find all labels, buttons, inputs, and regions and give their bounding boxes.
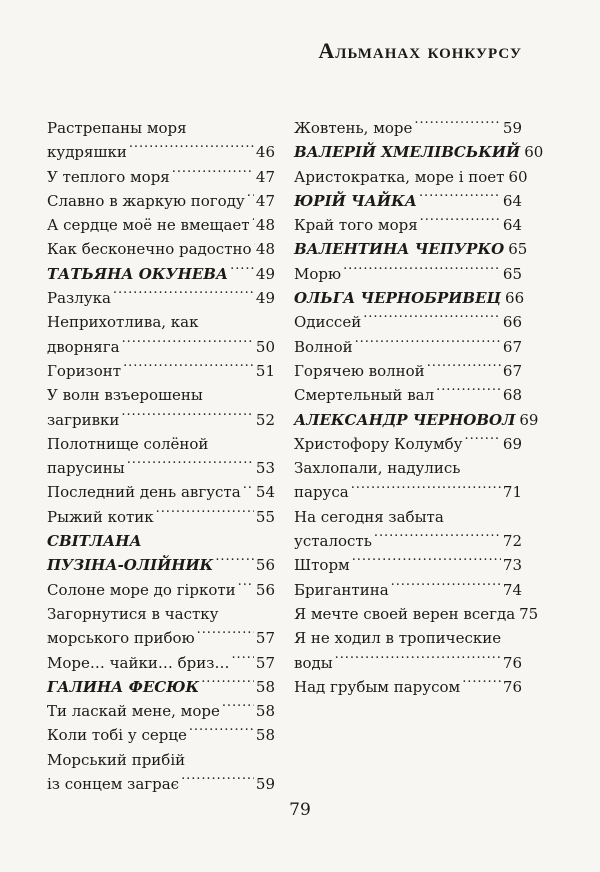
toc-entry-title: парусины (47, 459, 125, 478)
toc-entry (294, 213, 522, 237)
toc-page-number: 73 (502, 556, 522, 575)
toc-entry-title: Морський прибій (47, 750, 186, 769)
toc-entry-title: Над грубым парусом (294, 677, 461, 696)
toc-entry (294, 602, 539, 626)
toc-entry-line (47, 237, 275, 261)
toc-author-entry (47, 262, 275, 286)
toc-entry-title: Горизонт (47, 361, 122, 380)
toc-entry-line (47, 529, 275, 553)
toc-entry (294, 626, 522, 675)
toc-entry-title: Растрепаны моря (47, 119, 187, 137)
dot-leader (197, 628, 254, 643)
toc-page-number: 59 (502, 119, 522, 137)
toc-entry-line (47, 772, 275, 796)
toc-entry-title: Последний день августа (47, 483, 241, 502)
toc-entry (294, 432, 522, 456)
toc-entry-line (47, 408, 275, 432)
toc-page-number: 49 (255, 289, 275, 308)
toc-entry (47, 723, 275, 747)
dot-leader (419, 191, 501, 206)
toc-entry-line (47, 748, 275, 772)
toc-entry-line (294, 189, 522, 213)
toc-entry-title: Одиссей (294, 313, 362, 332)
toc-author-entry (294, 408, 539, 432)
toc-entry (294, 116, 522, 140)
toc-author-name: ПУЗІНА-ОЛІЙНИК (47, 556, 214, 575)
toc-entry (294, 262, 522, 286)
toc-entry-line (47, 335, 275, 359)
toc-entry-title: Морю (294, 264, 342, 283)
toc-page-number: 67 (502, 337, 522, 356)
toc-page-number: 47 (255, 191, 275, 210)
toc-entry (294, 165, 528, 189)
dot-leader (427, 361, 501, 376)
dot-leader (243, 482, 254, 497)
toc-page-number: 72 (502, 532, 522, 551)
toc-page-number: 64 (502, 191, 522, 210)
toc-entry-line (294, 602, 539, 626)
toc-entry-line (47, 553, 275, 577)
dot-leader (391, 580, 501, 595)
toc-page-number: 53 (255, 459, 275, 478)
toc-entry-title: Неприхотлива, как (47, 313, 199, 332)
toc-entry-title: воды (294, 653, 333, 672)
dot-leader (156, 507, 254, 522)
toc-entry (294, 505, 522, 554)
dot-leader (215, 555, 254, 570)
toc-entry-title: Загорнутися в частку (47, 604, 219, 623)
toc-entry-line (294, 578, 522, 602)
dot-leader (230, 264, 254, 279)
toc-entry (47, 165, 275, 189)
toc-page-number: 50 (255, 337, 275, 356)
toc-author-entry (294, 237, 528, 261)
toc-entry-line (294, 480, 522, 504)
toc-entry (294, 359, 522, 383)
toc-entry-line (294, 505, 522, 529)
dot-leader (122, 337, 254, 352)
toc-entry-title: Смертельный вал (294, 386, 435, 405)
toc-entry-line (47, 723, 275, 747)
toc-page-number: 69 (502, 434, 522, 453)
toc-column-left (47, 116, 275, 796)
dot-leader (352, 555, 501, 570)
toc-entry-title: дворняга (47, 337, 120, 356)
dot-leader (189, 725, 254, 740)
toc-author-name: СВІТЛАНА (47, 532, 142, 551)
toc-page-number: 59 (255, 775, 275, 794)
toc-page-number: 51 (255, 361, 275, 380)
toc-page-number: 55 (255, 507, 275, 526)
toc-page-number: 69 (519, 410, 539, 429)
toc-entry-line (47, 480, 275, 504)
toc-page-number: 76 (502, 677, 522, 696)
toc-author-entry (294, 286, 525, 310)
toc-page-number: 56 (255, 580, 275, 599)
toc-entry (47, 383, 275, 432)
toc-entry-line (294, 383, 522, 407)
toc-entry-line (47, 626, 275, 650)
toc-page-number: 60 (524, 143, 544, 162)
toc-entry-line (47, 456, 275, 480)
toc-entry-title: Край того моря (294, 216, 418, 235)
toc-entry-line (47, 140, 275, 164)
toc-entry (47, 116, 275, 165)
toc-page-number: 76 (502, 653, 522, 672)
toc-entry-title: Ти ласкай мене, море (47, 702, 220, 721)
toc-entry-title: Христофору Колумбу (294, 434, 463, 453)
toc-entry-line (47, 165, 275, 189)
toc-entry-line (294, 408, 539, 432)
toc-entry (47, 432, 275, 481)
toc-entry (47, 505, 275, 529)
toc-page-number: 74 (502, 580, 522, 599)
toc-entry (47, 213, 275, 237)
toc-entry (47, 602, 275, 651)
toc-entry-line (294, 286, 525, 310)
toc-entry-line (294, 529, 522, 553)
toc-entry (47, 480, 275, 504)
toc-entry (294, 578, 522, 602)
toc-page-number: 75 (519, 604, 539, 623)
toc-entry (47, 189, 275, 213)
toc-entry (294, 383, 522, 407)
toc-entry-line (294, 213, 522, 237)
toc-entry-title: Я не ходил в тропические (294, 629, 502, 648)
toc-entry-line (294, 140, 544, 164)
toc-entry-title: Шторм (294, 556, 350, 575)
toc-author-name: ЮРІЙ ЧАЙКА (294, 191, 417, 210)
toc-entry-title: А сердце моё не вмещает (47, 216, 250, 235)
dot-leader (129, 142, 254, 157)
toc-entry (294, 310, 522, 334)
toc-entry (294, 456, 522, 505)
toc-author-name: АЛЕКСАНДР ЧЕРНОВОЛ (294, 410, 516, 429)
toc-page-number: 58 (255, 726, 275, 745)
toc-author-name: ТАТЬЯНА ОКУНЕВА (47, 264, 229, 283)
dot-leader (414, 118, 501, 133)
toc-page-number: 66 (502, 313, 522, 332)
toc-entry-title: паруса (294, 483, 349, 502)
toc-entry-title: Бригантина (294, 580, 389, 599)
toc-entry-title: Волной (294, 337, 353, 356)
toc-entry (294, 335, 522, 359)
toc-entry-title: Разлука (47, 289, 111, 308)
toc-entry-line (294, 310, 522, 334)
toc-entry (47, 748, 275, 797)
dot-leader (252, 215, 254, 230)
toc-entry-line (294, 359, 522, 383)
dot-leader (343, 264, 501, 279)
toc-entry-title: із сонцем заграє (47, 775, 180, 794)
dot-leader (181, 774, 254, 789)
toc-entry-line (294, 626, 522, 650)
toc-page-number: 67 (502, 361, 522, 380)
toc-entry (294, 553, 522, 577)
toc-page-number: 48 (255, 240, 275, 259)
toc-entry-line (294, 335, 522, 359)
toc-entry-title: Аристократка, море і поет (294, 167, 505, 186)
dot-leader (374, 531, 501, 546)
toc-entry (294, 675, 522, 699)
toc-page-number: 64 (502, 216, 522, 235)
toc-author-name: ВАЛЕНТИНА ЧЕПУРКО (294, 240, 505, 259)
toc-entry-title: Полотнище солёной (47, 434, 209, 453)
toc-page-number: 60 (508, 167, 528, 186)
toc-entry-line (47, 578, 275, 602)
toc-page-number: 65 (508, 240, 528, 259)
toc-entry-line (47, 602, 275, 626)
toc-author-name: ГАЛИНА ФЕСЮК (47, 677, 200, 696)
toc-entry-title: загривки (47, 410, 120, 429)
toc-entry-title: Горячею волной (294, 361, 425, 380)
toc-entry-title: усталость (294, 532, 372, 551)
toc-column-right (294, 116, 544, 699)
toc-author-entry (294, 189, 522, 213)
toc-entry-line (47, 213, 275, 237)
dot-leader (436, 385, 501, 400)
toc-entry-line (294, 237, 528, 261)
toc-author-name: ВАЛЕРІЙ ХМЕЛІВСЬКИЙ (294, 143, 521, 162)
toc-entry-line (294, 651, 522, 675)
dot-leader (123, 361, 254, 376)
toc-entry (47, 578, 275, 602)
dot-leader (335, 653, 501, 668)
toc-entry-title: Солоне море до гіркоти (47, 580, 236, 599)
toc-entry-line (294, 553, 522, 577)
toc-entry-line (47, 699, 275, 723)
toc-entry-line (294, 675, 522, 699)
toc-entry-title: Как бесконечно радостно (47, 240, 252, 259)
dot-leader (355, 337, 501, 352)
toc-entry (47, 699, 275, 723)
toc-entry-title: Рыжий котик (47, 507, 154, 526)
toc-entry-line (294, 116, 522, 140)
toc-entry (47, 310, 275, 359)
toc-entry-title: У волн взъерошены (47, 386, 203, 405)
toc-entry (47, 237, 275, 261)
toc-page-number: 57 (255, 653, 275, 672)
toc-entry-line (294, 432, 522, 456)
toc-entry-line (294, 165, 528, 189)
toc-entry-title: Славно в жаркую погоду (47, 191, 245, 210)
dot-leader (462, 677, 501, 692)
toc-entry-title: Захлопали, надулись (294, 459, 461, 478)
dot-leader (121, 410, 254, 425)
toc-entry-title: кудряшки (47, 143, 127, 162)
toc-entry-line (47, 651, 275, 675)
toc-entry-line (47, 286, 275, 310)
toc-entry-title: морського прибою (47, 629, 195, 648)
toc-entry-line (47, 432, 275, 456)
toc-page-number: 58 (255, 677, 275, 696)
toc-page-number: 65 (502, 264, 522, 283)
toc-entry-line (47, 383, 275, 407)
toc-page-number: 57 (255, 629, 275, 648)
dot-leader (247, 191, 254, 206)
page-number: 79 (289, 800, 311, 820)
toc-page-number: 52 (255, 410, 275, 429)
dot-leader (127, 458, 254, 473)
toc-entry (47, 286, 275, 310)
toc-entry (47, 651, 275, 675)
dot-leader (172, 167, 254, 182)
toc-entry (47, 359, 275, 383)
dot-leader (238, 580, 254, 595)
toc-page-number: 66 (505, 289, 525, 308)
toc-page-number: 48 (255, 216, 275, 235)
toc-entry-title: Жовтень, море (294, 119, 413, 137)
dot-leader (222, 701, 254, 716)
toc-page-number: 49 (255, 264, 275, 283)
toc-page-number: 46 (255, 143, 275, 162)
dot-leader (231, 653, 253, 668)
dot-leader (351, 482, 501, 497)
toc-author-entry (47, 529, 275, 578)
toc-page-number: 58 (255, 702, 275, 721)
toc-entry-line (47, 310, 275, 334)
toc-entry-line (47, 675, 275, 699)
toc-entry-line (294, 262, 522, 286)
toc-entry-title: Я мечте своей верен всегда (294, 604, 516, 623)
dot-leader (465, 434, 501, 449)
running-header: Альманах конкурсу (318, 38, 522, 63)
toc-entry-line (47, 262, 275, 286)
toc-page-number: 71 (502, 483, 522, 502)
toc-author-entry (47, 675, 275, 699)
dot-leader (113, 288, 254, 303)
toc-author-entry (294, 140, 544, 164)
toc-page-number: 68 (502, 386, 522, 405)
toc-entry-title: Море… чайки… бриз… (47, 653, 230, 672)
toc-entry-line (47, 116, 275, 140)
toc-page-number: 54 (255, 483, 275, 502)
toc-entry-title: Коли тобі у серце (47, 726, 187, 745)
dot-leader (201, 677, 254, 692)
dot-leader (420, 215, 501, 230)
dot-leader (363, 312, 501, 327)
toc-entry-line (294, 456, 522, 480)
toc-entry-line (47, 505, 275, 529)
toc-entry-line (47, 189, 275, 213)
toc-entry-title: На сегодня забыта (294, 507, 444, 526)
toc-page-number: 47 (255, 167, 275, 186)
toc-page-number: 56 (255, 556, 275, 575)
toc-entry-title: У теплого моря (47, 167, 170, 186)
toc-author-name: ОЛЬГА ЧЕРНОБРИВЕЦ (294, 289, 502, 308)
toc-entry-line (47, 359, 275, 383)
